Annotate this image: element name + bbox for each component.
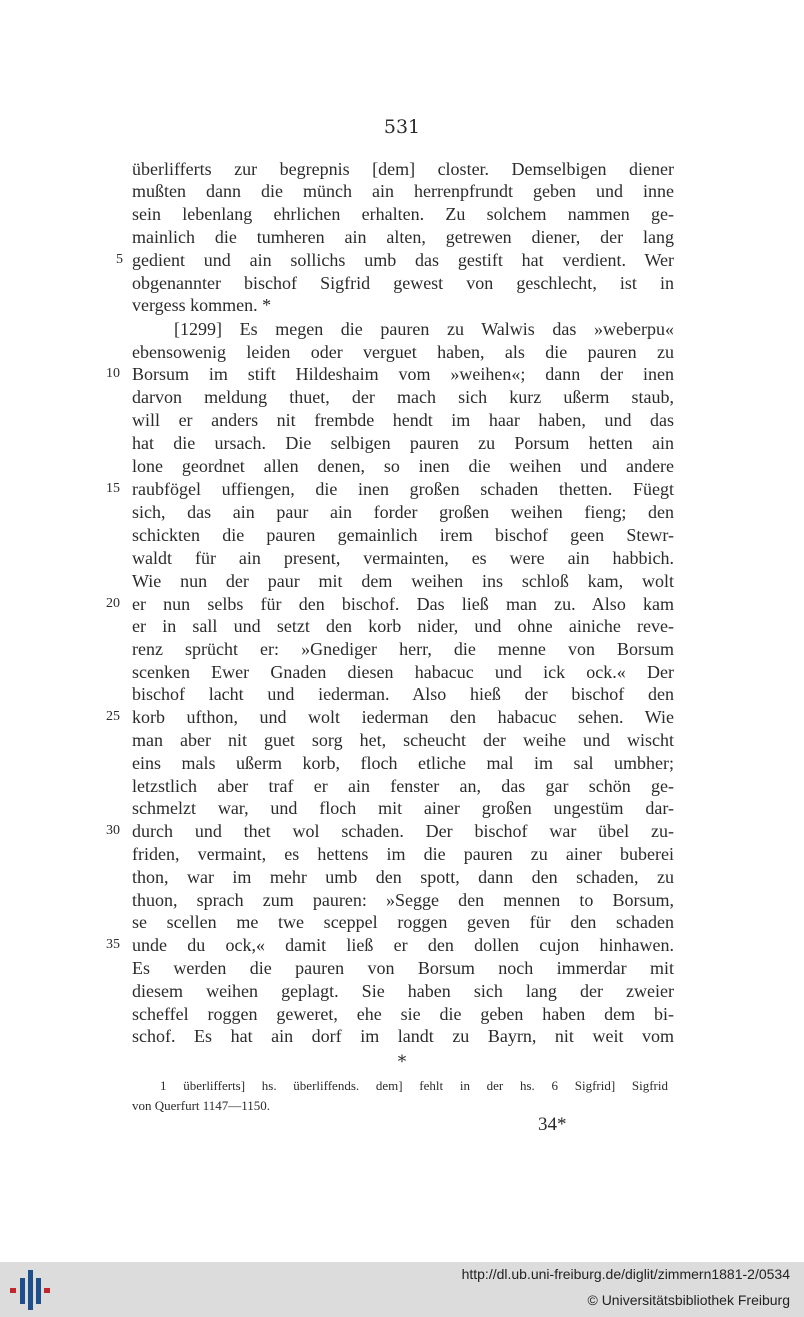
text-line: mainlich die tumheren ain alten, getrewen diener, der lang [132, 227, 674, 247]
footer-bar [0, 1262, 804, 1317]
text-line: friden, vermaint, es hettens im die pauren zu ainer buberei [132, 844, 674, 864]
library-logo-icon [8, 1268, 52, 1312]
text-line: diesem weihen geplagt. Sie haben sich lang der zweier [132, 981, 674, 1001]
text-line: se scellen me twe sceppel roggen geven für den schaden [132, 912, 674, 932]
text-line: lone geordnet allen denen, so inen die weihen und andere [132, 456, 674, 476]
text-line: darvon meldung thuet, der mach sich kurz ußerm staub, [132, 387, 674, 407]
text-line: schmelzt war, und floch mit ainer großen ungestüm dar- [132, 798, 674, 818]
text-line: raubfögel uffiengen, die inen großen schaden thetten. Füegt [132, 479, 674, 499]
footnote-line: von Querfurt 1147—1150. [132, 1098, 271, 1113]
text-line: Wie nun der paur mit dem weihen ins schloß kam, wolt [132, 571, 674, 591]
text-line: will er anders nit frembde hendt im haar haben, und das [132, 410, 674, 430]
text-line: überlifferts zur begrepnis [dem] closter. Demselbigen diener [132, 159, 674, 179]
section-separator: * [397, 1052, 407, 1072]
text-line: waldt für ain present, vermainten, es were ain habbich. [132, 548, 674, 568]
text-line: schof. Es hat ain dorf im landt zu Bayrn, nit weit vom [132, 1026, 674, 1046]
line-number: 30 [106, 823, 120, 838]
text-line: korb ufthon, und wolt iederman den habacuc sehen. Wie [132, 707, 674, 727]
text-line: Borsum im stift Hildeshaim vom »weihen«; dann der inen [132, 364, 674, 384]
line-number: 25 [106, 709, 120, 724]
text-line: durch und thet wol schaden. Der bischof war übel zu- [132, 821, 674, 841]
text-line: ebensowenig leiden oder verguet haben, als die pauren zu [132, 342, 674, 362]
text-line: hat die ursach. Die selbigen pauren zu Porsum hetten ain [132, 433, 674, 453]
text-line: vergess kommen. * [132, 295, 272, 315]
text-line: er nun selbs für den bischof. Das ließ man zu. Also kam [132, 594, 674, 614]
footnote-line: 1 überlifferts] hs. überliffends. dem] fehlt in der hs. 6 Sigfrid] Sigfrid [160, 1078, 668, 1093]
line-number: 10 [106, 366, 120, 381]
text-line: mußten dann die münch ain herrenpfrundt geben und inne [132, 181, 674, 201]
text-line: thon, war im mehr umb den spott, dann den schaden, zu [132, 867, 674, 887]
text-line: renz sprücht er: »Gnediger herr, die menne von Borsum [132, 639, 674, 659]
text-line: sein lebenlang ehrlichen erhalten. Zu solchem nammen ge- [132, 204, 674, 224]
text-line: letzstlich aber traf er ain fenster an, das gar schön ge- [132, 776, 674, 796]
line-number: 35 [106, 937, 120, 952]
text-line: scenken Ewer Gnaden diesen habacuc und ick ock.« Der [132, 662, 674, 682]
text-line: sich, das ain paur ain forder großen weihen fieng; den [132, 502, 674, 522]
text-line: thuon, sprach zum pauren: »Segge den mennen to Borsum, [132, 890, 674, 910]
line-number: 5 [116, 252, 123, 267]
copyright-text: © Universitätsbibliothek Freiburg [587, 1292, 790, 1308]
signature-mark: 34* [538, 1114, 567, 1135]
page-number: 531 [383, 116, 421, 138]
text-line: unde du ock,« damit ließ er den dollen cujon hinhawen. [132, 935, 674, 955]
text-line: schickten die pauren gemainlich irem bischof geen Stewr- [132, 525, 674, 545]
text-line: [1299] Es megen die pauren zu Walwis das »weberpu« [174, 319, 674, 339]
text-line: obgenannter bischof Sigfrid gewest von geschlecht, ist in [132, 273, 674, 293]
text-line: eins mals ußerm korb, floch etliche mal im sal umbher; [132, 753, 674, 773]
text-line: gedient und ain sollichs umb das gestift hat verdient. Wer [132, 250, 674, 270]
line-number: 20 [106, 596, 120, 611]
text-line: Es werden die pauren von Borsum noch immerdar mit [132, 958, 674, 978]
text-line: scheffel roggen geweret, ehe sie die geben haben dem bi- [132, 1004, 674, 1024]
text-line: er in sall und setzt den korb nider, und ohne ainiche reve- [132, 616, 674, 636]
document-url-link[interactable]: http://dl.ub.uni-freiburg.de/diglit/zimmern1881-2/0534 [461, 1266, 790, 1282]
line-number: 15 [106, 481, 120, 496]
text-line: man aber nit guet sorg het, scheucht der weihe und wischt [132, 730, 674, 750]
text-line: bischof lacht und iederman. Also hieß der bischof den [132, 684, 674, 704]
